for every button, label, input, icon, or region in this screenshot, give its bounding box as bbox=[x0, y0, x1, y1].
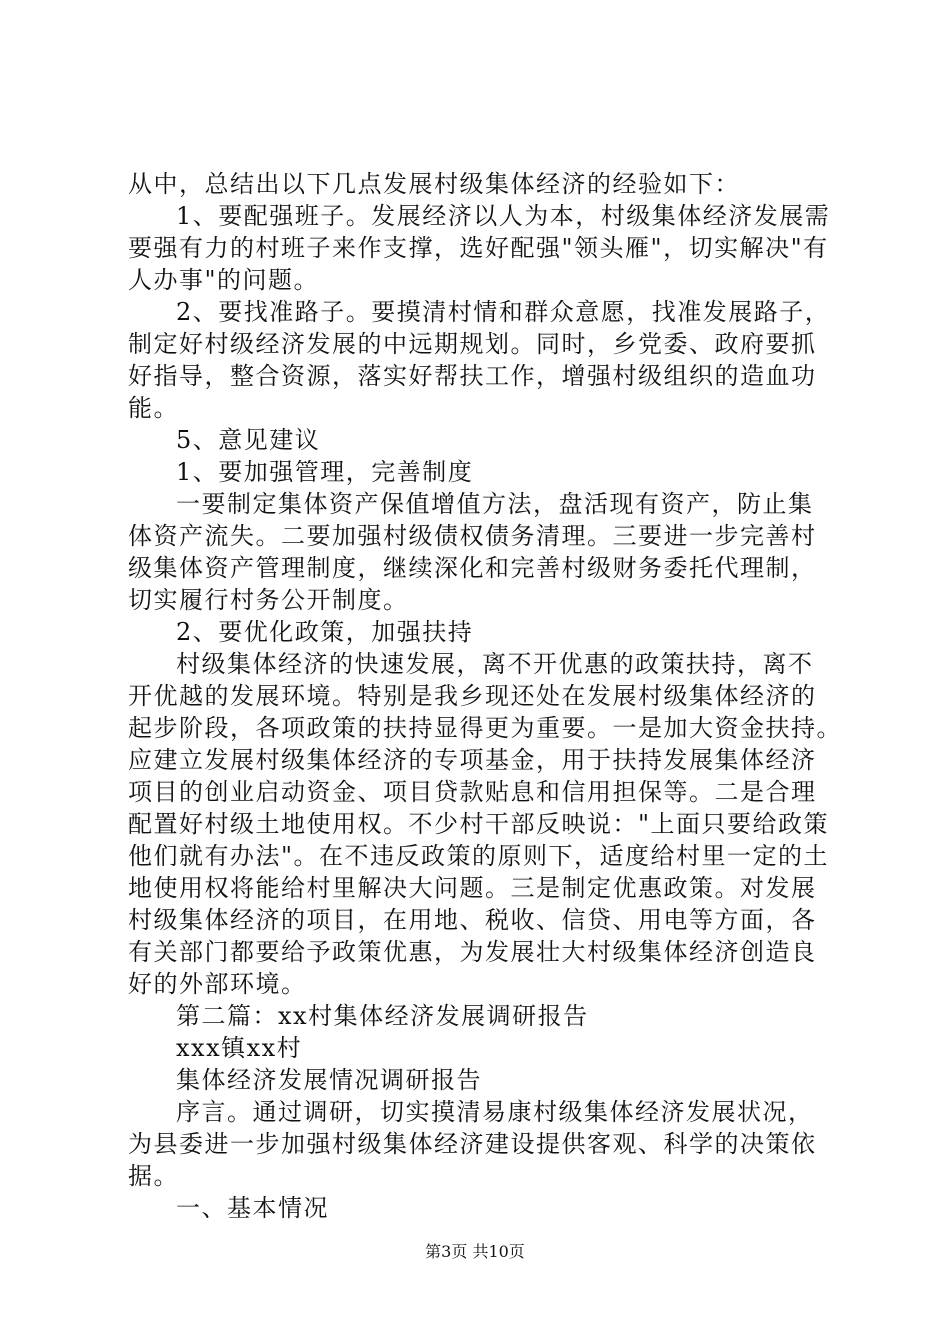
text-line: 一要制定集体资产保值增值方法，盘活现有资产，防止集 bbox=[176, 490, 814, 518]
text-line: 有关部门都要给予政策优惠，为发展壮大村级集体经济创造良 bbox=[128, 938, 817, 966]
text-line: 应建立发展村级集体经济的专项基金，用于扶持发展集体经济 bbox=[128, 746, 817, 774]
text-line: 切实履行村务公开制度。 bbox=[128, 586, 409, 614]
text-line: 据。 bbox=[128, 1162, 179, 1190]
report-title: 集体经济发展情况调研报告 bbox=[176, 1066, 482, 1094]
page-number: 第3页 共10页 bbox=[425, 1242, 525, 1261]
text-line: 级集体资产管理制度，继续深化和完善村级财务委托代理制， bbox=[128, 554, 817, 582]
text-line: 项目的创业启动资金、项目贷款贴息和信用担保等。二是合理 bbox=[128, 778, 817, 806]
text-line: 开优越的发展环境。特别是我乡现还处在发展村级集体经济的 bbox=[128, 682, 817, 710]
text-line: 要强有力的村班子来作支撑，选好配强"领头雁"，切实解决"有 bbox=[128, 234, 829, 262]
text-line: 起步阶段，各项政策的扶持显得更为重要。一是加大资金扶持。 bbox=[128, 714, 842, 742]
text-line: 好的外部环境。 bbox=[128, 970, 307, 998]
section-heading: 5、意见建议 bbox=[176, 426, 321, 454]
text-line: 地使用权将能给村里解决大问题。三是制定优惠政策。对发展 bbox=[128, 874, 817, 902]
chapter-title: 第二篇：xx村集体经济发展调研报告 bbox=[176, 1002, 589, 1030]
page-footer bbox=[0, 1242, 950, 1262]
text-line: 1、要配强班子。发展经济以人为本，村级集体经济发展需 bbox=[176, 202, 831, 230]
text-line: 能。 bbox=[128, 394, 179, 422]
text-line: 村级集体经济的项目，在用地、税收、信贷、用电等方面，各 bbox=[128, 906, 817, 934]
subsection-heading: 1、要加强管理，完善制度 bbox=[176, 458, 474, 486]
subsection-heading: 2、要优化政策，加强扶持 bbox=[176, 618, 474, 646]
text-line: 体资产流失。二要加强村级债权债务清理。三要进一步完善村 bbox=[128, 522, 817, 550]
text-line: 制定好村级经济发展的中远期规划。同时，乡党委、政府要抓 bbox=[128, 330, 817, 358]
text-line: 2、要找准路子。要摸清村情和群众意愿，找准发展路子， bbox=[176, 298, 831, 326]
text-line: 村级集体经济的快速发展，离不开优惠的政策扶持，离不 bbox=[176, 650, 814, 678]
text-line: 从中，总结出以下几点发展村级集体经济的经验如下： bbox=[128, 170, 740, 198]
text-line: 人办事"的问题。 bbox=[128, 266, 320, 294]
text-line: 序言。通过调研，切实摸清易康村级集体经济发展状况， bbox=[176, 1098, 814, 1126]
text-line: 他们就有办法"。在不违反政策的原则下，适度给村里一定的土 bbox=[128, 842, 830, 870]
text-line: 为县委进一步加强村级集体经济建设提供客观、科学的决策依 bbox=[128, 1130, 817, 1158]
text-line: 配置好村级土地使用权。不少村干部反映说："上面只要给政策 bbox=[128, 810, 830, 838]
location-line: xxx镇xx村 bbox=[176, 1034, 303, 1062]
document-body bbox=[128, 168, 840, 1224]
text-line: 好指导，整合资源，落实好帮扶工作，增强村级组织的造血功 bbox=[128, 362, 817, 390]
section-heading: 一、基本情况 bbox=[176, 1194, 329, 1222]
